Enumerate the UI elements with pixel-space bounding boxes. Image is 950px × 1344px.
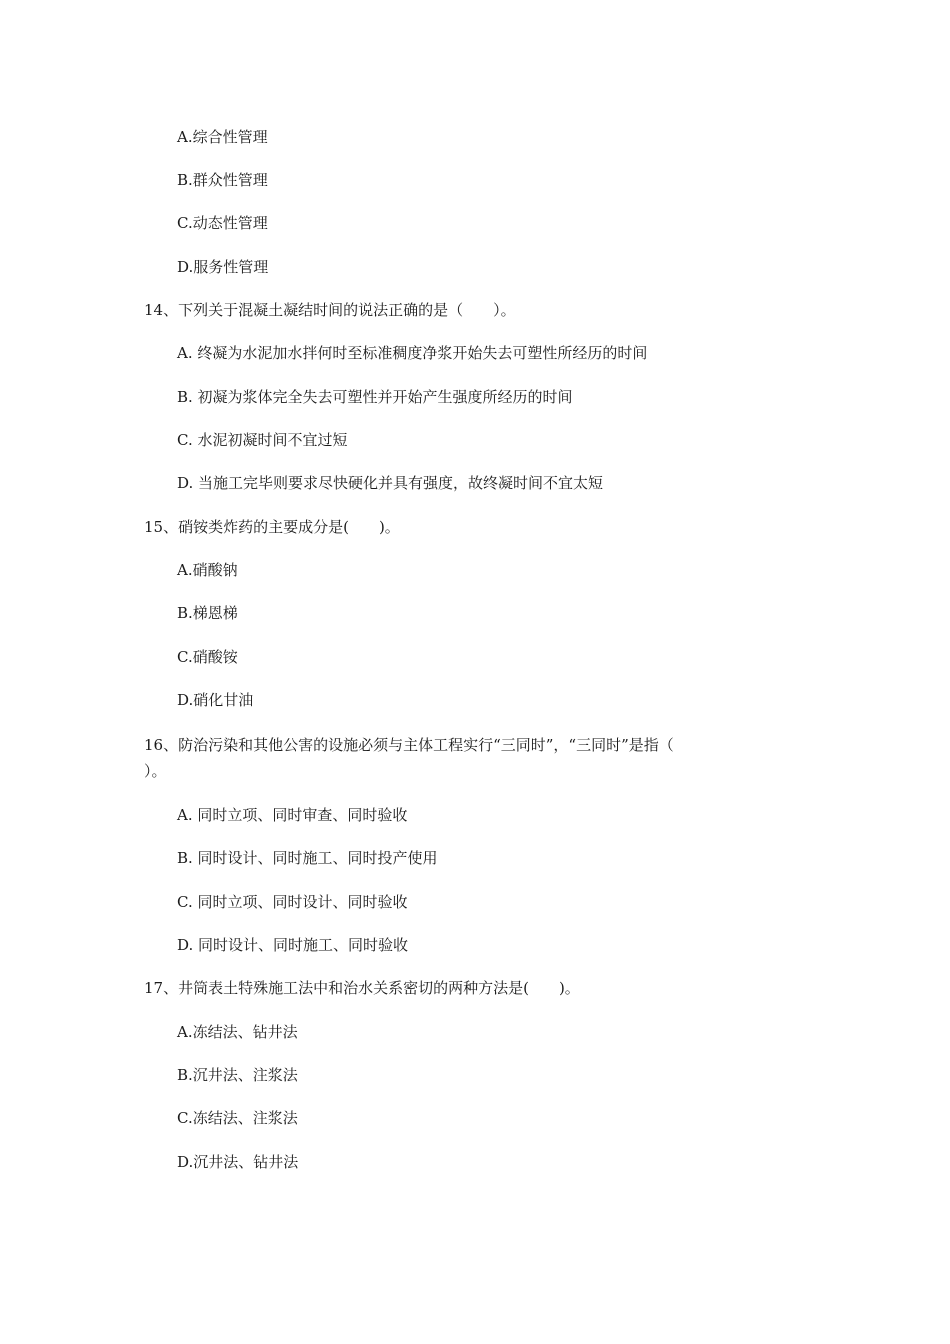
q15-stem: 15、硝铵类炸药的主要成分是( )。: [144, 518, 400, 536]
q17-option-a: A.冻结法、钻井法: [177, 1023, 298, 1041]
q16-option-d: D. 同时设计、同时施工、同时验收: [177, 936, 409, 954]
q16-stem-line1: 16、防治污染和其他公害的设施必须与主体工程实行“三同时”，“三同时”是指（: [144, 736, 674, 754]
q14-option-d: D. 当施工完毕则要求尽快硬化并具有强度，故终凝时间不宜太短: [177, 474, 604, 492]
q13-option-a: A.综合性管理: [177, 128, 268, 146]
q16-option-c: C. 同时立项、同时设计、同时验收: [177, 893, 408, 911]
q14-option-a: A. 终凝为水泥加水拌何时至标准稠度净浆开始失去可塑性所经历的时间: [177, 344, 648, 362]
q15-option-c: C.硝酸铵: [177, 648, 238, 666]
q14-option-c: C. 水泥初凝时间不宜过短: [177, 431, 348, 449]
q14-stem: 14、下列关于混凝土凝结时间的说法正确的是（ ）。: [144, 301, 516, 319]
q15-option-b: B.梯恩梯: [177, 604, 238, 622]
q17-option-d: D.沉井法、钻井法: [177, 1153, 299, 1171]
q16-option-a: A. 同时立项、同时审查、同时验收: [177, 806, 408, 824]
q16-option-b: B. 同时设计、同时施工、同时投产使用: [177, 849, 438, 867]
q16-stem-line2: ）。: [144, 762, 167, 780]
q17-stem: 17、井筒表土特殊施工法中和治水关系密切的两种方法是( )。: [144, 979, 580, 997]
q14-option-b: B. 初凝为浆体完全失去可塑性并开始产生强度所经历的时间: [177, 388, 573, 406]
q13-option-d: D.服务性管理: [177, 258, 269, 276]
q17-option-b: B.沉井法、注浆法: [177, 1066, 298, 1084]
q13-option-b: B.群众性管理: [177, 171, 268, 189]
q15-option-a: A.硝酸钠: [177, 561, 238, 579]
q15-option-d: D.硝化甘油: [177, 691, 254, 709]
q13-option-c: C.动态性管理: [177, 214, 268, 232]
q17-option-c: C.冻结法、注浆法: [177, 1109, 298, 1127]
